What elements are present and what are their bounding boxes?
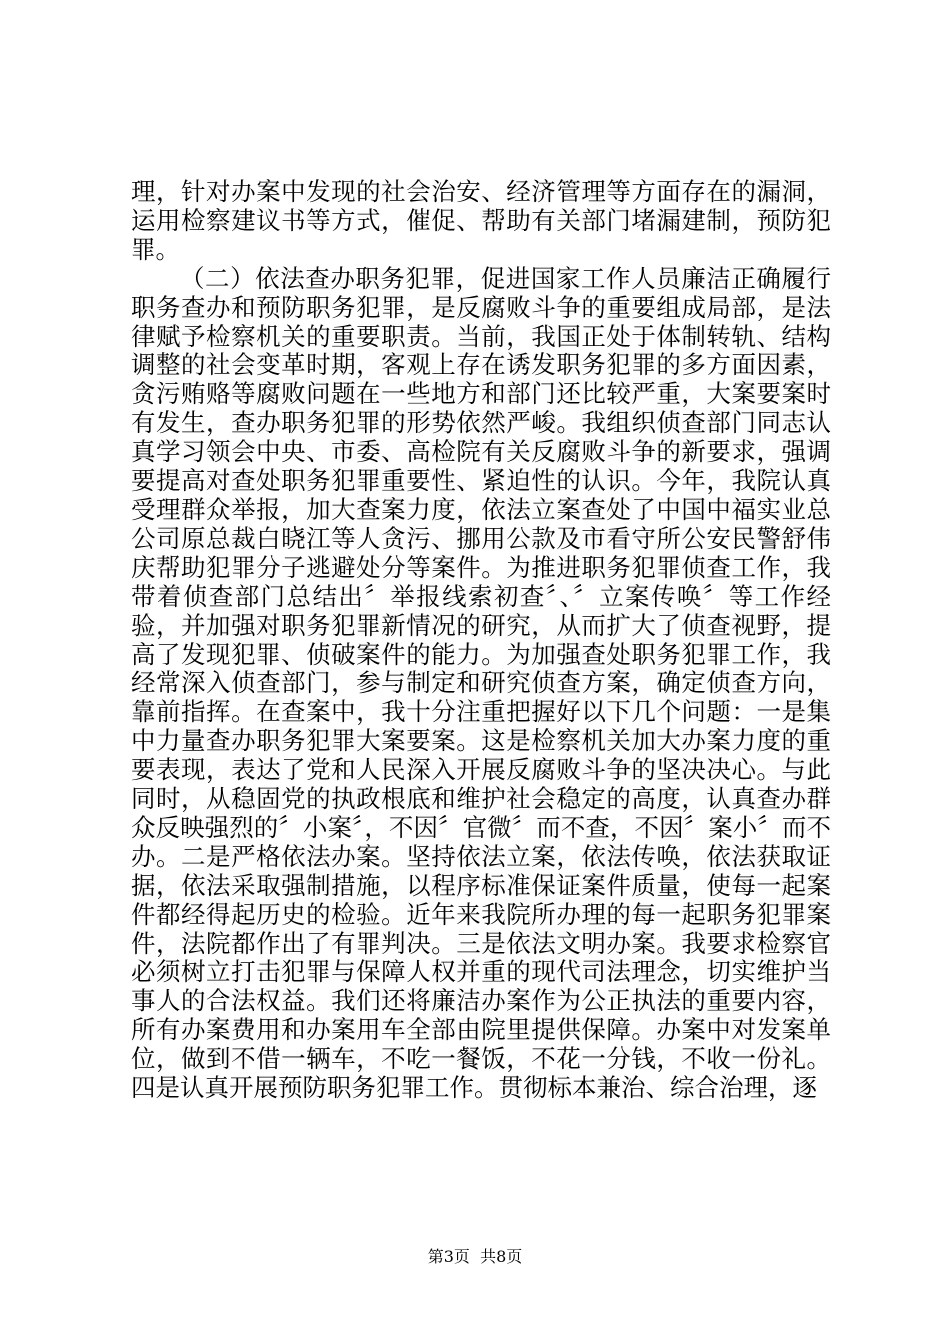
paragraph-continuation: 理，针对办案中发现的社会治安、经济管理等方面存在的漏洞，运用检察建议书等方式，催促、帮助有关部门堵漏建制，预防犯罪。 [131,177,831,264]
paragraph-section-two: （二）依法查办职务犯罪，促进国家工作人员廉洁正确履行职务查办和预防职务犯罪，是反腐败斗争的重要组成局部，是法律赋予检察机关的重要职责。当前，我国正处于体制转轨、结构调整的社会变革时期，客观上存在诱发职务犯罪的多方面因素，贪污贿赂等腐败问题在一些地方和部门还比较严重，大案要案时有发生，查办职务犯罪的形势依然严峻。我组织侦查部门同志认真学习领会中央、市委、高检院有关反腐败斗争的新要求，强调要提高对查处职务犯罪重要性、紧迫性的认识。今年，我院认真受理群众举报，加大查案力度，依法立案查处了中国中福实业总公司原总裁白晓江等人贪污、挪用公款及市看守所公安民警舒伟庆帮助犯罪分子逃避处分等案件。为推进职务犯罪侦查工作，我带着侦查部门总结出〞举报线索初查〞、〞立案传唤〞等工作经验，并加强对职务犯罪新情况的研究，从而扩大了侦查视野，提高了发现犯罪、侦破案件的能力。为加强查处职务犯罪工作，我经常深入侦查部门，参与制定和研究侦查方案，确定侦查方向，靠前指挥。在查案中，我十分注重把握好以下几个问题：一是集中力量查办职务犯罪大案要案。这是检察机关加大办案力度的重要表现，表达了党和人民深入开展反腐败斗争的坚决决心。与此同时，从稳固党的执政根底和维护社会稳定的高度，认真查办群众反映强烈的〞小案〞，不因〞官微〞而不查，不因〞案小〞而不办。二是严格依法办案。坚持依法立案，依法传唤，依法获取证据，依法采取强制措施，以程序标准保证案件质量，使每一起案件都经得起历史的检验。近年来我院所办理的每一起职务犯罪案件，法院都作出了有罪判决。三是依法文明办案。我要求检察官必须树立打击犯罪与保障人权并重的现代司法理念，切实维护当事人的合法权益。我们还将廉洁办案作为公正执法的重要内容，所有办案费用和办案用车全部由院里提供保障。办案中对发案单位，做到不借一辆车，不吃一餐饭，不花一分钱，不收一份礼。四是认真开展预防职务犯罪工作。贯彻标本兼治、综合治理，逐 [131,263,831,1103]
document-body [131,178,831,1103]
page-number-footer: 第3页 共8页 [427,1247,523,1266]
